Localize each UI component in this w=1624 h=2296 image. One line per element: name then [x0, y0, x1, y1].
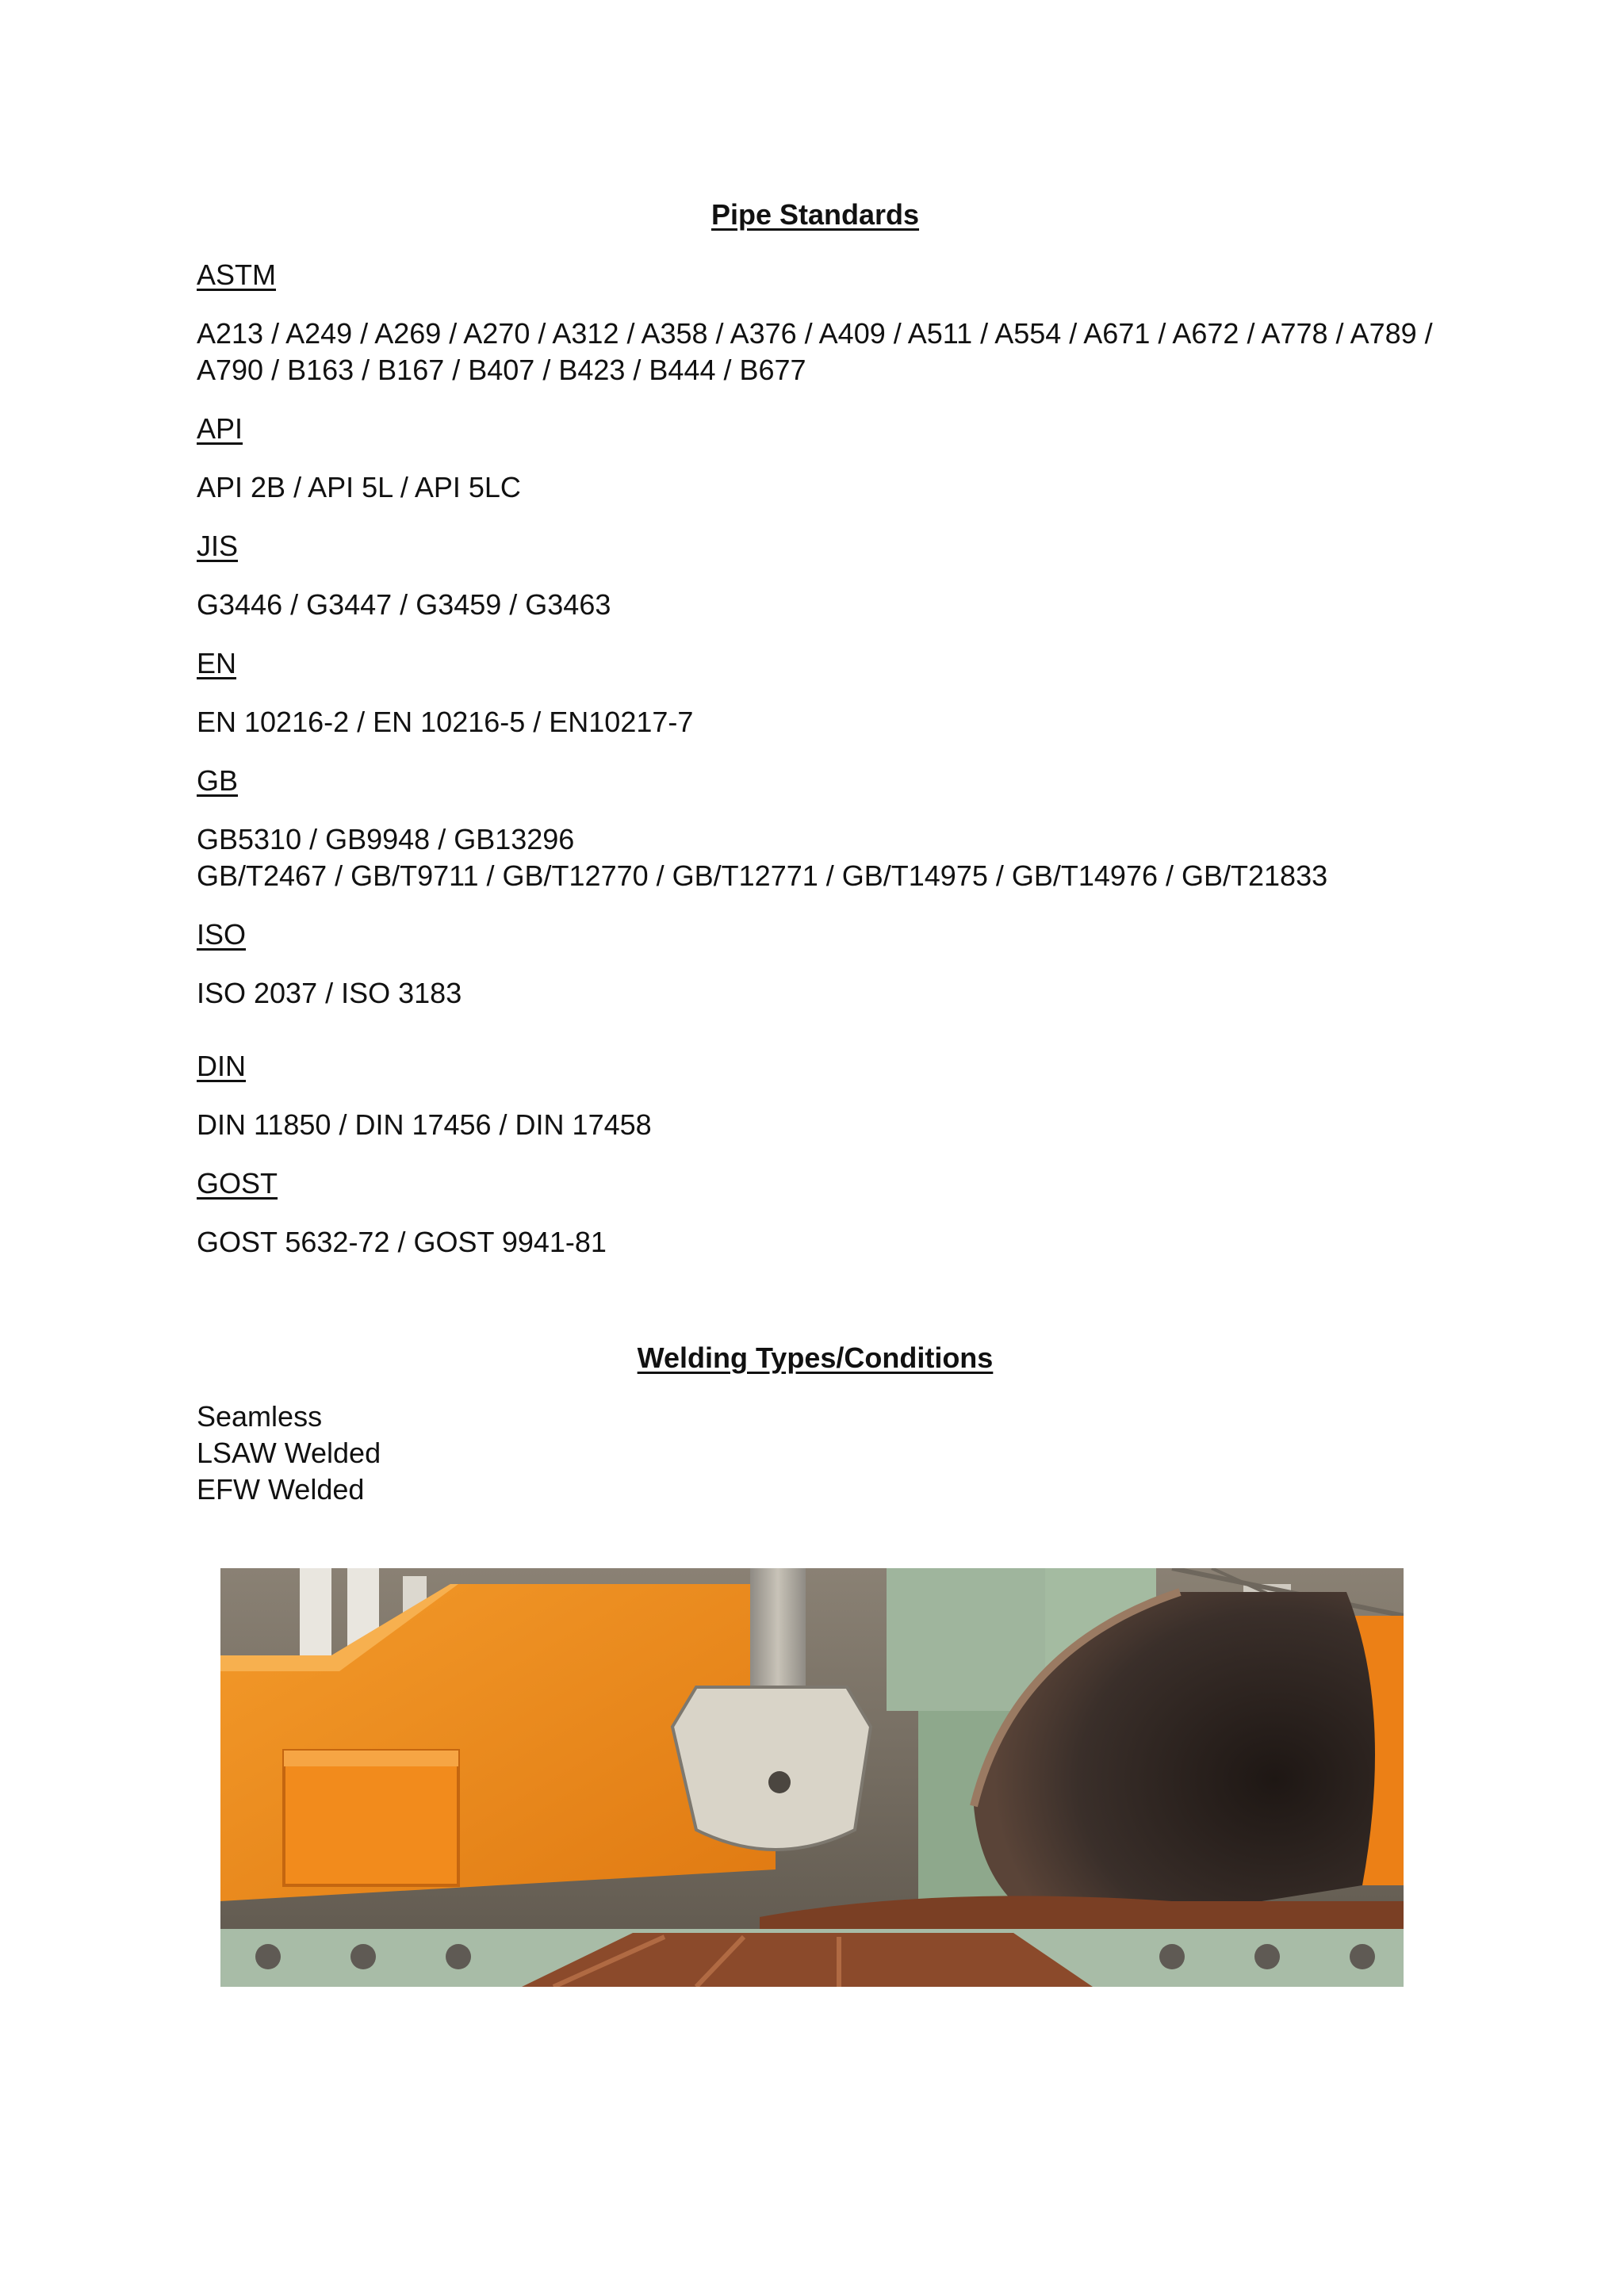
document-page — [197, 0, 1434, 2296]
standard-line-gb-1: GB5310 / GB9948 / GB13296 — [197, 823, 575, 855]
welding-type-lsaw: LSAW Welded — [197, 1437, 381, 1469]
standard-line-astm-1: A213 / A249 / A269 / A270 / A312 / A358 / A376 / A409 / A511 / A554 / A671 / A672 / A778 / A789 / — [197, 317, 1433, 350]
pipe-forming-machine-illustration — [220, 1568, 1404, 1987]
welding-type-seamless: Seamless — [197, 1400, 323, 1433]
standard-line-api: API 2B / API 5L / API 5LC — [197, 471, 521, 503]
standard-label-gost: GOST — [197, 1167, 278, 1200]
standard-line-en: EN 10216-2 / EN 10216-5 / EN10217-7 — [197, 706, 694, 738]
welding-heading: Welding Types/Conditions — [637, 1341, 994, 1374]
standard-line-iso: ISO 2037 / ISO 3183 — [197, 977, 462, 1009]
standard-line-astm-2: A790 / B163 / B167 / B407 / B423 / B444 / B677 — [197, 354, 806, 386]
standard-label-gb: GB — [197, 764, 239, 797]
standard-label-astm: ASTM — [197, 258, 277, 291]
standard-label-api: API — [197, 412, 243, 445]
standard-label-din: DIN — [197, 1050, 246, 1082]
standard-label-iso: ISO — [197, 918, 247, 951]
standard-label-en: EN — [197, 647, 237, 679]
standard-line-gost: GOST 5632-72 / GOST 9941-81 — [197, 1226, 607, 1258]
standard-line-din: DIN 11850 / DIN 17456 / DIN 17458 — [197, 1108, 652, 1141]
pipe-forming-machine-photo — [220, 1568, 1404, 1987]
standards-heading: Pipe Standards — [710, 198, 920, 231]
welding-type-efw: EFW Welded — [197, 1473, 365, 1506]
standard-line-gb-2: GB/T2467 / GB/T9711 / GB/T12770 / GB/T12771 / GB/T14975 / GB/T14976 / GB/T21833 — [197, 859, 1328, 892]
standard-line-jis: G3446 / G3447 / G3459 / G3463 — [197, 588, 611, 621]
standard-label-jis: JIS — [197, 530, 239, 562]
